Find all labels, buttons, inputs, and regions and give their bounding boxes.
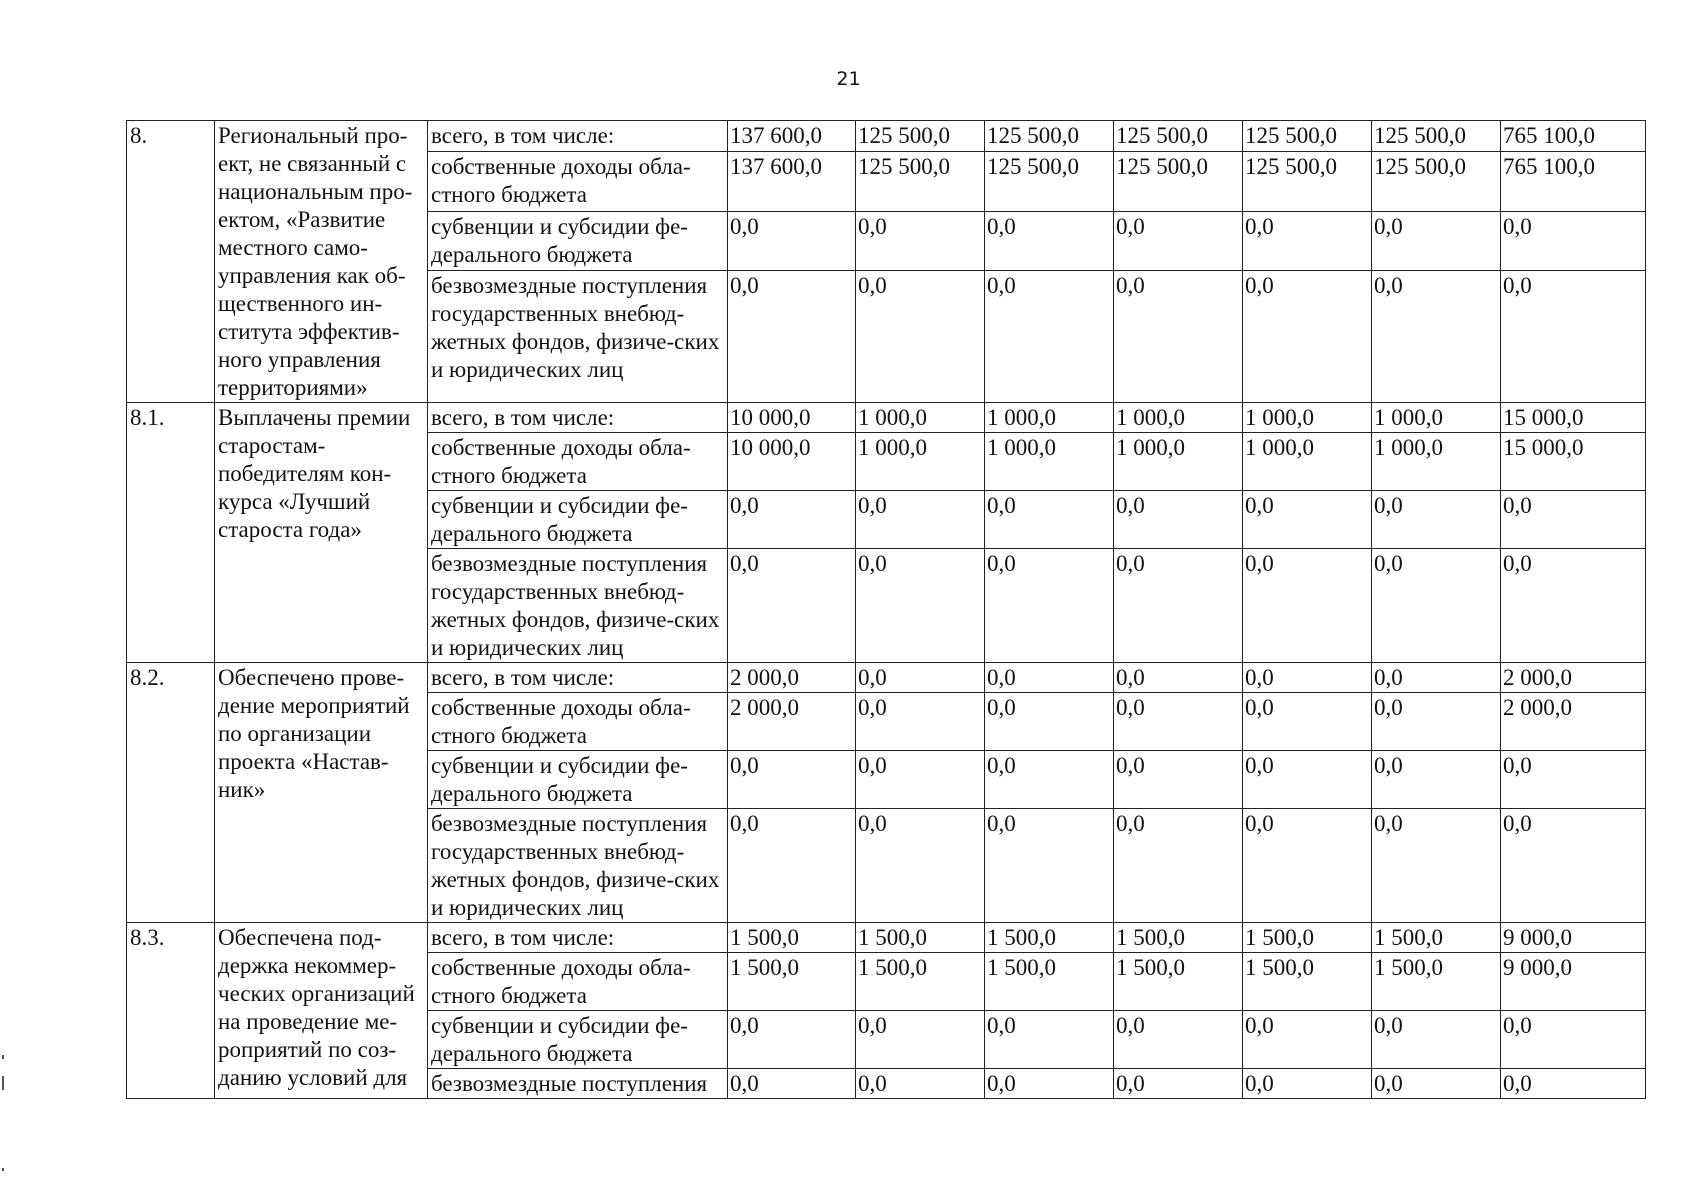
total-cell: 0,0 <box>1501 751 1646 809</box>
amount-cell: 0,0 <box>856 491 985 549</box>
total-cell: 765 100,0 <box>1501 121 1646 152</box>
amount-cell: 0,0 <box>1372 751 1501 809</box>
amount-cell: 1 000,0 <box>856 403 985 433</box>
amount-cell: 1 000,0 <box>985 403 1114 433</box>
item-name: Региональный про-ект, не связанный с национальным про-ектом, «Развитие местного само-управления как об-щественного ин-ститута эффектив-ного управления территориями» <box>215 121 428 403</box>
total-cell: 0,0 <box>1501 491 1646 549</box>
amount-cell: 0,0 <box>856 1011 985 1069</box>
amount-cell: 0,0 <box>1243 809 1372 923</box>
amount-cell: 0,0 <box>728 491 856 549</box>
amount-cell: 0,0 <box>985 693 1114 751</box>
amount-cell: 1 500,0 <box>728 953 856 1011</box>
budget-table <box>126 120 1646 1099</box>
amount-cell: 0,0 <box>1243 491 1372 549</box>
funding-source: собственные доходы обла-стного бюджета <box>428 433 728 491</box>
amount-cell: 0,0 <box>1243 271 1372 403</box>
table-row <box>127 403 1646 433</box>
amount-cell: 0,0 <box>856 693 985 751</box>
total-cell: 9 000,0 <box>1501 953 1646 1011</box>
amount-cell: 0,0 <box>1114 211 1243 271</box>
amount-cell: 0,0 <box>985 751 1114 809</box>
item-number: 8. <box>127 121 215 403</box>
amount-cell: 10 000,0 <box>728 403 856 433</box>
amount-cell: 1 000,0 <box>1372 433 1501 491</box>
amount-cell: 0,0 <box>1372 693 1501 751</box>
amount-cell: 1 500,0 <box>985 953 1114 1011</box>
amount-cell: 1 000,0 <box>985 433 1114 491</box>
scan-mark <box>2 1076 4 1090</box>
amount-cell: 0,0 <box>1114 751 1243 809</box>
amount-cell: 137 600,0 <box>728 151 856 211</box>
amount-cell: 0,0 <box>1114 271 1243 403</box>
amount-cell: 0,0 <box>1372 491 1501 549</box>
amount-cell: 125 500,0 <box>856 121 985 152</box>
amount-cell: 0,0 <box>1114 809 1243 923</box>
table-body <box>127 121 1646 1099</box>
amount-cell: 1 000,0 <box>1114 403 1243 433</box>
amount-cell: 1 500,0 <box>1243 923 1372 953</box>
amount-cell: 0,0 <box>1372 1069 1501 1099</box>
amount-cell: 1 500,0 <box>1114 953 1243 1011</box>
total-cell: 0,0 <box>1501 1069 1646 1099</box>
funding-source: безвозмездные поступления государственных внебюд-жетных фондов, физиче-ских и юридических лиц <box>428 549 728 663</box>
amount-cell: 0,0 <box>1243 751 1372 809</box>
amount-cell: 1 500,0 <box>1114 923 1243 953</box>
amount-cell: 0,0 <box>728 1011 856 1069</box>
total-cell: 0,0 <box>1501 271 1646 403</box>
amount-cell: 2 000,0 <box>728 693 856 751</box>
table-row <box>127 923 1646 953</box>
amount-cell: 10 000,0 <box>728 433 856 491</box>
table-row <box>127 121 1646 152</box>
amount-cell: 0,0 <box>1114 549 1243 663</box>
amount-cell: 0,0 <box>1243 1011 1372 1069</box>
amount-cell: 0,0 <box>728 211 856 271</box>
total-cell: 9 000,0 <box>1501 923 1646 953</box>
amount-cell: 1 000,0 <box>1372 403 1501 433</box>
amount-cell: 0,0 <box>985 549 1114 663</box>
funding-source: субвенции и субсидии фе-дерального бюджета <box>428 1011 728 1069</box>
table-row <box>127 663 1646 693</box>
amount-cell: 0,0 <box>856 1069 985 1099</box>
amount-cell: 0,0 <box>985 1011 1114 1069</box>
amount-cell: 1 500,0 <box>856 923 985 953</box>
amount-cell: 1 500,0 <box>728 923 856 953</box>
amount-cell: 0,0 <box>1372 549 1501 663</box>
amount-cell: 0,0 <box>728 271 856 403</box>
total-cell: 765 100,0 <box>1501 151 1646 211</box>
item-name: Обеспечена под-держка некоммер-ческих организаций на проведение ме-роприятий по соз-данию условий для <box>215 923 428 1099</box>
amount-cell: 0,0 <box>1243 693 1372 751</box>
funding-source: всего, в том числе: <box>428 403 728 433</box>
amount-cell: 0,0 <box>985 491 1114 549</box>
funding-source: субвенции и субсидии фе-дерального бюджета <box>428 211 728 271</box>
amount-cell: 0,0 <box>1114 693 1243 751</box>
funding-source: всего, в том числе: <box>428 923 728 953</box>
amount-cell: 0,0 <box>856 809 985 923</box>
amount-cell: 1 500,0 <box>1243 953 1372 1011</box>
total-cell: 15 000,0 <box>1501 433 1646 491</box>
amount-cell: 1 000,0 <box>1114 433 1243 491</box>
amount-cell: 125 500,0 <box>1243 121 1372 152</box>
amount-cell: 0,0 <box>1243 663 1372 693</box>
total-cell: 2 000,0 <box>1501 663 1646 693</box>
amount-cell: 0,0 <box>1243 211 1372 271</box>
amount-cell: 0,0 <box>1372 211 1501 271</box>
amount-cell: 0,0 <box>1114 1011 1243 1069</box>
amount-cell: 1 000,0 <box>1243 433 1372 491</box>
funding-source: собственные доходы обла-стного бюджета <box>428 953 728 1011</box>
amount-cell: 0,0 <box>1243 1069 1372 1099</box>
item-number: 8.3. <box>127 923 215 1099</box>
amount-cell: 0,0 <box>985 211 1114 271</box>
amount-cell: 0,0 <box>985 1069 1114 1099</box>
amount-cell: 0,0 <box>1372 663 1501 693</box>
total-cell: 0,0 <box>1501 549 1646 663</box>
amount-cell: 137 600,0 <box>728 121 856 152</box>
item-number: 8.1. <box>127 403 215 663</box>
amount-cell: 0,0 <box>1114 491 1243 549</box>
amount-cell: 0,0 <box>728 751 856 809</box>
funding-source: собственные доходы обла-стного бюджета <box>428 151 728 211</box>
amount-cell: 0,0 <box>1243 549 1372 663</box>
funding-source: безвозмездные поступления <box>428 1069 728 1099</box>
total-cell: 2 000,0 <box>1501 693 1646 751</box>
amount-cell: 0,0 <box>728 809 856 923</box>
scan-mark <box>2 1055 4 1059</box>
amount-cell: 0,0 <box>1114 663 1243 693</box>
amount-cell: 0,0 <box>856 549 985 663</box>
funding-source: безвозмездные поступления государственных внебюд-жетных фондов, физиче-ских и юридических лиц <box>428 271 728 403</box>
amount-cell: 1 000,0 <box>1243 403 1372 433</box>
amount-cell: 0,0 <box>985 809 1114 923</box>
item-name: Обеспечено прове-дение мероприятий по организации проекта «Настав-ник» <box>215 663 428 923</box>
total-cell: 0,0 <box>1501 211 1646 271</box>
amount-cell: 1 500,0 <box>985 923 1114 953</box>
amount-cell: 0,0 <box>856 751 985 809</box>
amount-cell: 125 500,0 <box>1114 151 1243 211</box>
amount-cell: 125 500,0 <box>1114 121 1243 152</box>
amount-cell: 0,0 <box>728 1069 856 1099</box>
funding-source: всего, в том числе: <box>428 121 728 152</box>
amount-cell: 125 500,0 <box>1243 151 1372 211</box>
total-cell: 0,0 <box>1501 1011 1646 1069</box>
funding-source: собственные доходы обла-стного бюджета <box>428 693 728 751</box>
amount-cell: 125 500,0 <box>985 121 1114 152</box>
total-cell: 15 000,0 <box>1501 403 1646 433</box>
amount-cell: 1 500,0 <box>1372 923 1501 953</box>
amount-cell: 0,0 <box>985 271 1114 403</box>
amount-cell: 0,0 <box>1372 1011 1501 1069</box>
amount-cell: 0,0 <box>1372 271 1501 403</box>
amount-cell: 0,0 <box>1372 809 1501 923</box>
funding-source: безвозмездные поступления государственных внебюд-жетных фондов, физиче-ских и юридических лиц <box>428 809 728 923</box>
amount-cell: 0,0 <box>1114 1069 1243 1099</box>
amount-cell: 1 000,0 <box>856 433 985 491</box>
amount-cell: 0,0 <box>985 663 1114 693</box>
amount-cell: 0,0 <box>856 663 985 693</box>
amount-cell: 1 500,0 <box>856 953 985 1011</box>
funding-source: субвенции и субсидии фе-дерального бюджета <box>428 751 728 809</box>
amount-cell: 125 500,0 <box>985 151 1114 211</box>
amount-cell: 125 500,0 <box>1372 151 1501 211</box>
item-name: Выплачены премии старостам-победителям кон-курса «Лучший староста года» <box>215 403 428 663</box>
scan-mark <box>2 1168 4 1171</box>
amount-cell: 0,0 <box>856 271 985 403</box>
amount-cell: 125 500,0 <box>1372 121 1501 152</box>
amount-cell: 0,0 <box>856 211 985 271</box>
amount-cell: 125 500,0 <box>856 151 985 211</box>
funding-source: субвенции и субсидии фе-дерального бюджета <box>428 491 728 549</box>
amount-cell: 1 500,0 <box>1372 953 1501 1011</box>
funding-source: всего, в том числе: <box>428 663 728 693</box>
page-number: 21 <box>836 68 861 90</box>
item-number: 8.2. <box>127 663 215 923</box>
total-cell: 0,0 <box>1501 809 1646 923</box>
amount-cell: 0,0 <box>728 549 856 663</box>
amount-cell: 2 000,0 <box>728 663 856 693</box>
